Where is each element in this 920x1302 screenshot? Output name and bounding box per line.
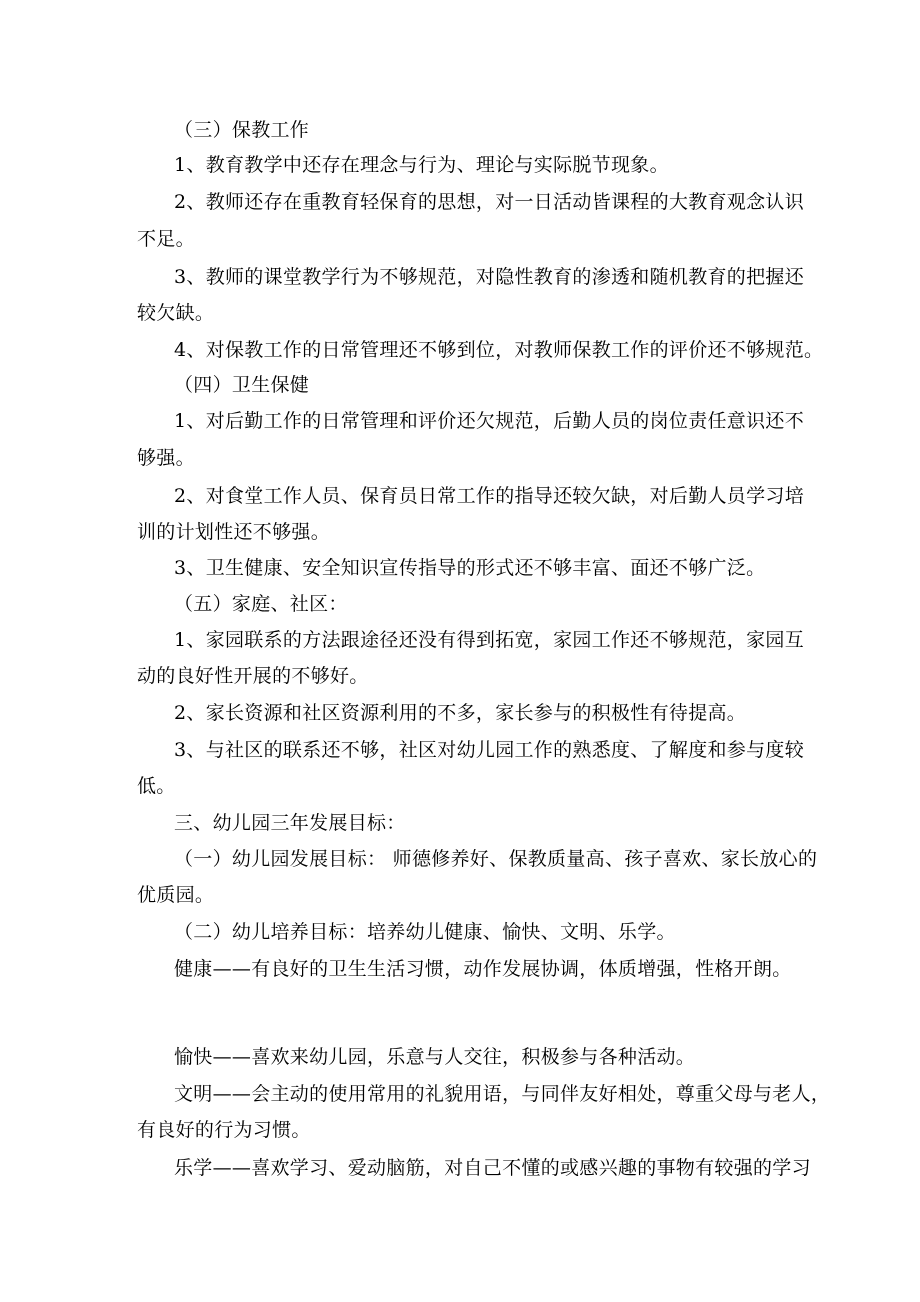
section-heading-family-community: （五）家庭、社区： bbox=[174, 593, 348, 615]
paragraph-line: 3、与社区的联系还不够，社区对幼儿园工作的熟悉度、了解度和参与度较 bbox=[174, 739, 804, 761]
paragraph-line: 有良好的行为习惯。 bbox=[137, 1119, 311, 1141]
paragraph-line: 1、教育教学中还存在理念与行为、理论与实际脱节现象。 bbox=[174, 154, 669, 176]
paragraph-line: 较欠缺。 bbox=[137, 302, 215, 324]
section-heading-health-care: （四）卫生保健 bbox=[174, 374, 310, 396]
paragraph-line: 4、对保教工作的日常管理还不够到位，对教师保教工作的评价还不够规范。 bbox=[174, 339, 824, 361]
section-heading-care-education: （三）保教工作 bbox=[174, 119, 310, 141]
paragraph-line: 2、对食堂工作人员、保育员日常工作的指导还较欠缺，对后勤人员学习培 bbox=[174, 485, 804, 507]
paragraph-line: 2、教师还存在重教育轻保育的思想，对一日活动皆课程的大教育观念认识 bbox=[174, 191, 804, 213]
paragraph-line: 1、家园联系的方法跟途径还没有得到拓宽，家园工作还不够规范，家园互 bbox=[174, 629, 804, 651]
paragraph-line: 优质园。 bbox=[137, 884, 215, 906]
paragraph-line: 不足。 bbox=[137, 228, 195, 250]
paragraph-line: （一）幼儿园发展目标： 师德修养好、保教质量高、孩子喜欢、家长放心的 bbox=[174, 848, 818, 870]
paragraph-line: 3、卫生健康、安全知识宣传指导的形式还不够丰富、面还不够广泛。 bbox=[174, 557, 766, 579]
paragraph-line: 动的良好性开展的不够好。 bbox=[137, 665, 369, 687]
paragraph-line: 1、对后勤工作的日常管理和评价还欠规范，后勤人员的岗位责任意识还不 bbox=[174, 410, 804, 432]
paragraph-line: 低。 bbox=[137, 775, 176, 797]
goals-heading: 三、幼儿园三年发展目标： bbox=[174, 812, 406, 834]
paragraph-line: 2、家长资源和社区资源利用的不多，家长参与的积极性有待提高。 bbox=[174, 702, 747, 724]
paragraph-line: 健康——有良好的卫生生活习惯，动作发展协调，体质增强，性格开朗。 bbox=[174, 958, 792, 980]
paragraph-line: （二）幼儿培养目标：培养幼儿健康、愉快、文明、乐学。 bbox=[174, 921, 676, 943]
paragraph-line: 3、教师的课堂教学行为不够规范，对隐性教育的渗透和随机教育的把握还 bbox=[174, 266, 804, 288]
paragraph-line: 训的计划性还不够强。 bbox=[137, 521, 331, 543]
paragraph-line: 够强。 bbox=[137, 447, 195, 469]
paragraph-line: 文明——会主动的使用常用的礼貌用语，与同伴友好相处，尊重父母与老人， bbox=[174, 1083, 831, 1105]
paragraph-line: 愉快——喜欢来幼儿园，乐意与人交往，积极参与各种活动。 bbox=[174, 1046, 696, 1068]
paragraph-line: 乐学——喜欢学习、爱动脑筋，对自己不懂的或感兴趣的事物有较强的学习 bbox=[174, 1157, 811, 1179]
